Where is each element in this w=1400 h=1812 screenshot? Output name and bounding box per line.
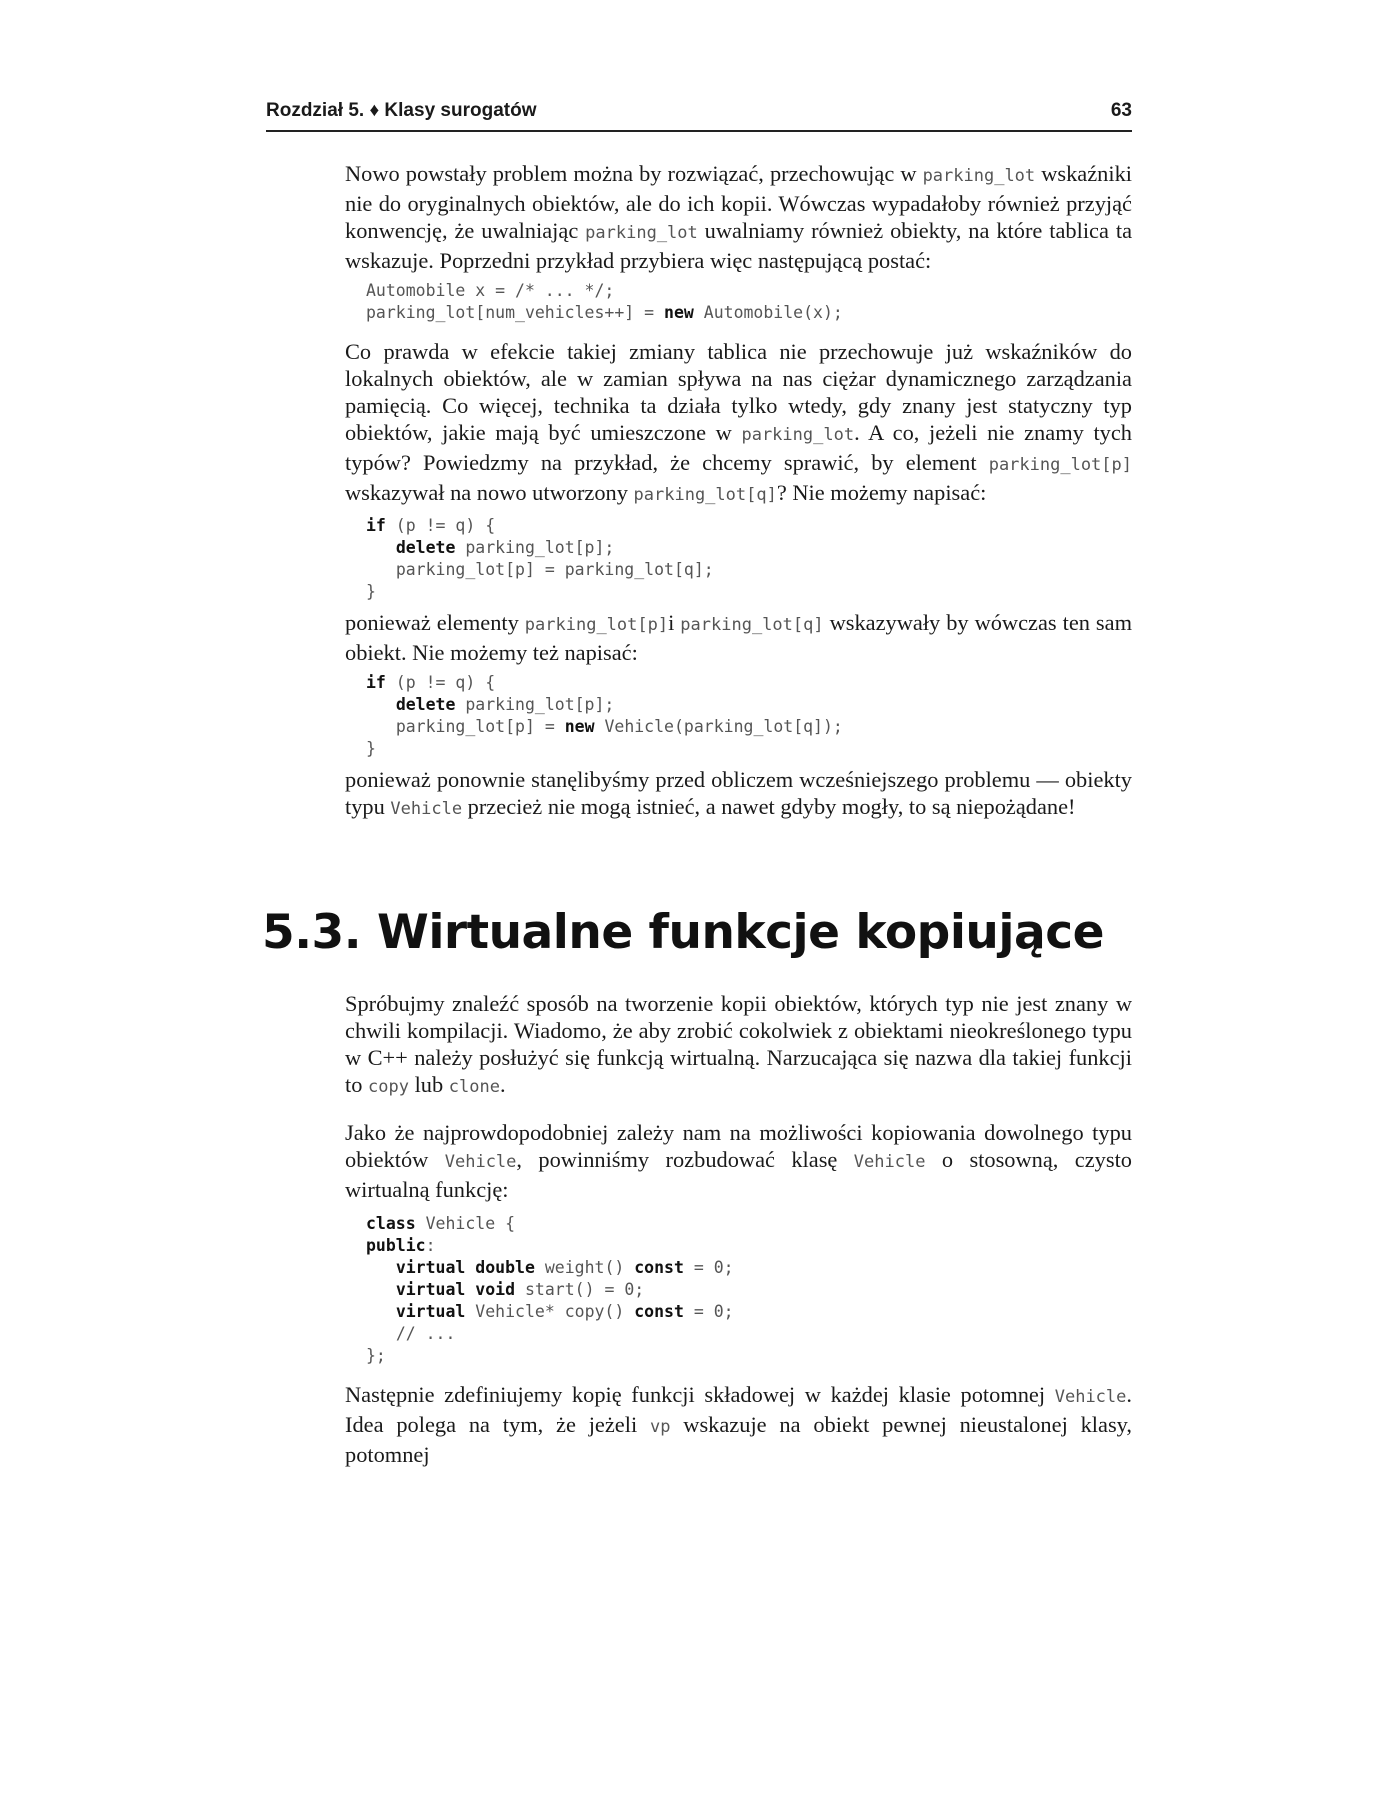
paragraph: Jako że najprowdopodobniej zależy nam na możliwości kopiowania dowolnego typu obiektów Vehicle, powinniśmy rozbudować klasę Vehicle o stosowną, czysto wirtualną funkcję: (345, 1120, 1132, 1202)
body-text-upper (345, 160, 1132, 823)
body-text-lower (345, 990, 1132, 1468)
code-listing: Automobile x = /* ... */; parking_lot[num_vehicles++] = new Automobile(x); (366, 281, 843, 322)
page-number: 63 (1110, 100, 1132, 121)
paragraph: Spróbujmy znaleźć sposób na tworzenie kopii obiektów, których typ nie jest znany w chwili kompilacji. Wiadomo, że aby zrobić cokolwiek z obiektami nieokreślonego typu w C++ należy posłużyć się funkcją wirtualną. Narzucająca się nazwa dla takiej funkcji to copy lub clone. (345, 991, 1132, 1097)
inline-code: copy (368, 1077, 409, 1097)
code-listing: class Vehicle { public: virtual double weight() const = 0; virtual void start() = 0; virtual Vehicle* copy() const = 0; // ... }; (366, 1214, 734, 1365)
section-heading: 5.3. Wirtualne funkcje kopiujące (262, 905, 1104, 960)
running-head (266, 98, 1132, 132)
paragraph: Co prawda w efekcie takiej zmiany tablica nie przechowuje już wskaźników do lokalnych obiektów, ale w zamian spływa na nas ciężar dynamicznego zarządzania pamięcią. Co więcej, technika ta działa tylko wtedy, gdy znany jest statyczny typ obiektów, jakie mają być umieszczone w parking_lot. A co, jeżeli nie znamy tych typów? Powiedzmy na przykład, że chcemy sprawić, by element parking_lot[p] wskazywał na nowo utworzony parking_lot[q]? Nie możemy napisać: (345, 339, 1132, 505)
inline-code: parking_lot (585, 223, 698, 243)
paragraph: ponieważ ponownie stanęlibyśmy przed obliczem wcześniejszego problemu — obiekty typu Vehicle przecież nie mogą istnieć, a nawet gdyby mogły, to są niepożądane! (345, 767, 1132, 819)
paragraph: ponieważ elementy parking_lot[p]i parking_lot[q] wskazywały by wówczas ten sam obiekt. Nie możemy też napisać: (345, 610, 1132, 665)
chapter-title: Rozdział 5. ♦ Klasy surogatów (266, 100, 537, 121)
inline-code: parking_lot (741, 425, 855, 445)
inline-code: clone (448, 1077, 500, 1097)
inline-code: Vehicle (1054, 1387, 1127, 1407)
inline-code: parking_lot (922, 166, 1036, 186)
inline-code: parking_lot[q] (680, 615, 824, 635)
inline-code: parking_lot[q] (633, 485, 777, 505)
inline-code: parking_lot[p] (988, 455, 1132, 475)
code-listing: if (p != q) { delete parking_lot[p]; parking_lot[p] = new Vehicle(parking_lot[q]); } (366, 673, 843, 758)
paragraph: Następnie zdefiniujemy kopię funkcji składowej w każdej klasie potomnej Vehicle. Idea polega na tym, że jeżeli vp wskazuje na obiekt pewnej nieustalonej klasy, potomnej (345, 1382, 1133, 1467)
inline-code: Vehicle (390, 799, 463, 819)
inline-code: parking_lot[p] (524, 615, 669, 635)
inline-code: Vehicle (853, 1152, 926, 1172)
paragraph: Nowo powstały problem można by rozwiązać, przechowując w parking_lot wskaźniki nie do oryginalnych obiektów, ale do ich kopii. Wówczas wypadałoby również przyjąć konwencję, że uwalniając parking_lot uwalniamy również obiekty, na które tablica ta wskazuje. Poprzedni przykład przybiera więc następującą postać: (345, 161, 1133, 273)
code-listing: if (p != q) { delete parking_lot[p]; parking_lot[p] = parking_lot[q]; } (366, 516, 714, 601)
inline-code: Vehicle (444, 1152, 517, 1172)
inline-code: vp (650, 1417, 671, 1437)
